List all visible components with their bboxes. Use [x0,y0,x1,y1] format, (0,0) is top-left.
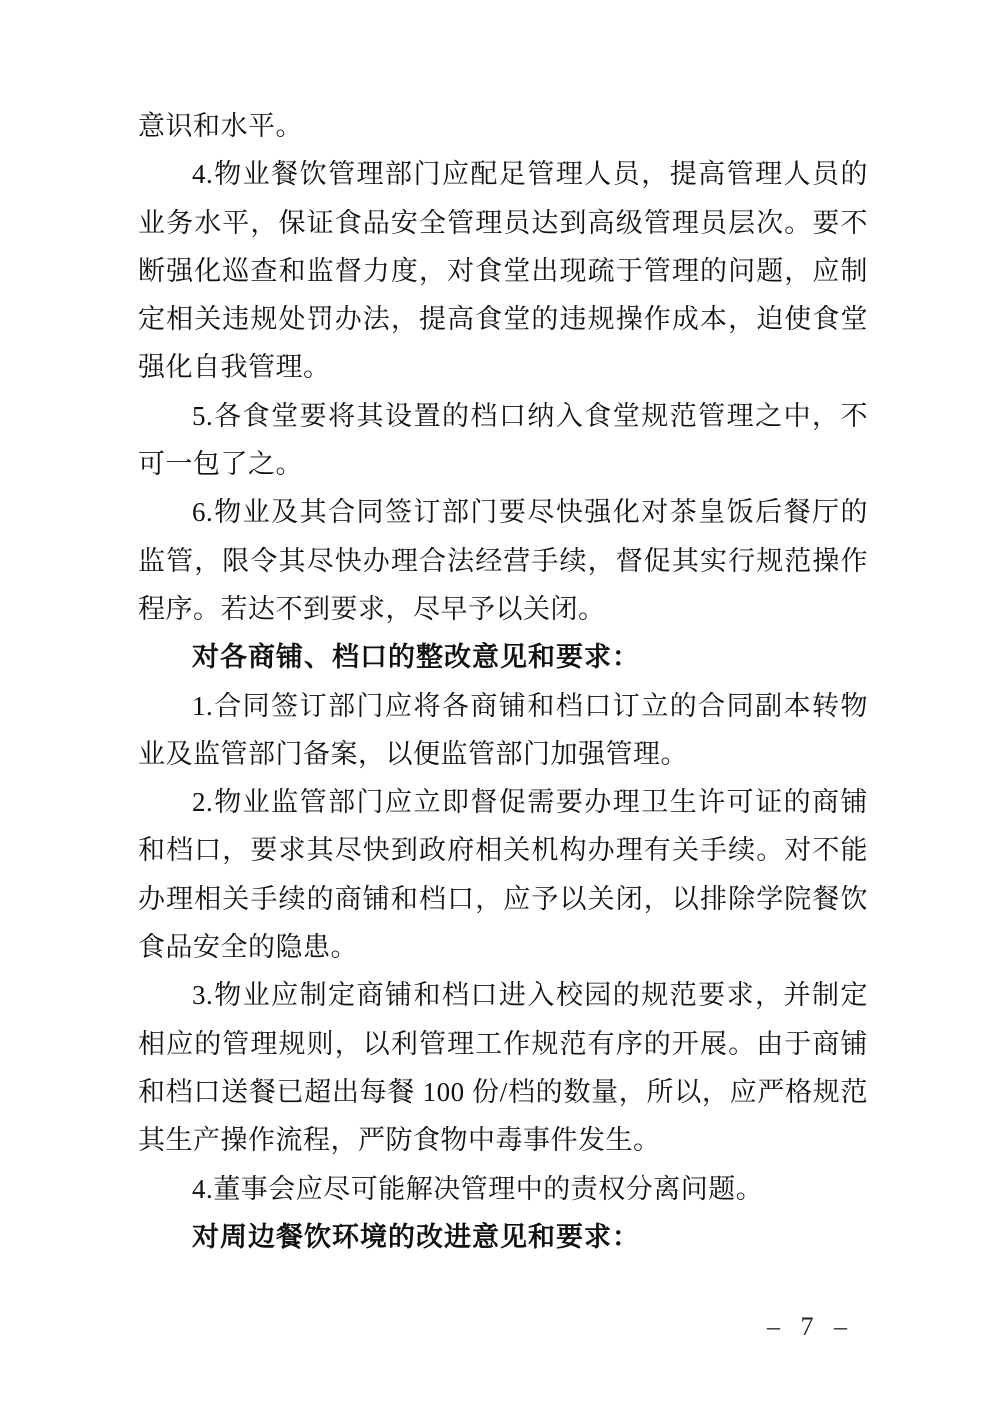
paragraph-item-6: 6.物业及其合同签订部门要尽快强化对茶皇饭后餐厅的监管，限令其尽快办理合法经营手续，督促其实行规范操作程序。若达不到要求，尽早予以关闭。 [138,497,868,624]
paragraph-item-5: 5.各食堂要将其设置的档口纳入食堂规范管理之中，不可一包了之。 [138,400,868,480]
paragraph-shops-1: 1.合同签订部门应将各商铺和档口订立的合同副本转物业及监管部门备案，以便监管部门加强管理。 [138,690,868,769]
paragraph-shops-2: 2.物业监管部门应立即督促需要办理卫生许可证的商铺和档口，要求其尽快到政府相关机构办理有关手续。对不能办理相关手续的商铺和档口，应予以关闭，以排除学院餐饮食品安全的隐患。 [138,787,868,963]
paragraph-item-4: 4.物业餐饮管理部门应配足管理人员，提高管理人员的业务水平，保证食品安全管理员达到高级管理员层次。要不断强化巡查和监督力度，对食堂出现疏于管理的问题，应制定相关违规处罚办法，提高食堂的违规操作成本，迫使食堂强化自我管理。 [138,159,868,383]
section-heading-surroundings: 对周边餐饮环境的改进意见和要求： [192,1221,640,1252]
paragraph-shops-4: 4.董事会应尽可能解决管理中的责权分离问题。 [192,1173,764,1204]
document-body [138,102,868,1261]
paragraph-continuation: 意识和水平。 [138,111,303,141]
page-number: – 7 – [767,1312,854,1341]
section-heading-shops: 对各商铺、档口的整改意见和要求： [192,642,640,673]
paragraph-shops-3: 3.物业应制定商铺和档口进入校园的规范要求，并制定相应的管理规则，以利管理工作规范有序的开展。由于商铺和档口送餐已超出每餐 100 份/档的数量，所以，应严格规范其生产操作流程，严防食物中毒事件发生。 [138,980,868,1156]
